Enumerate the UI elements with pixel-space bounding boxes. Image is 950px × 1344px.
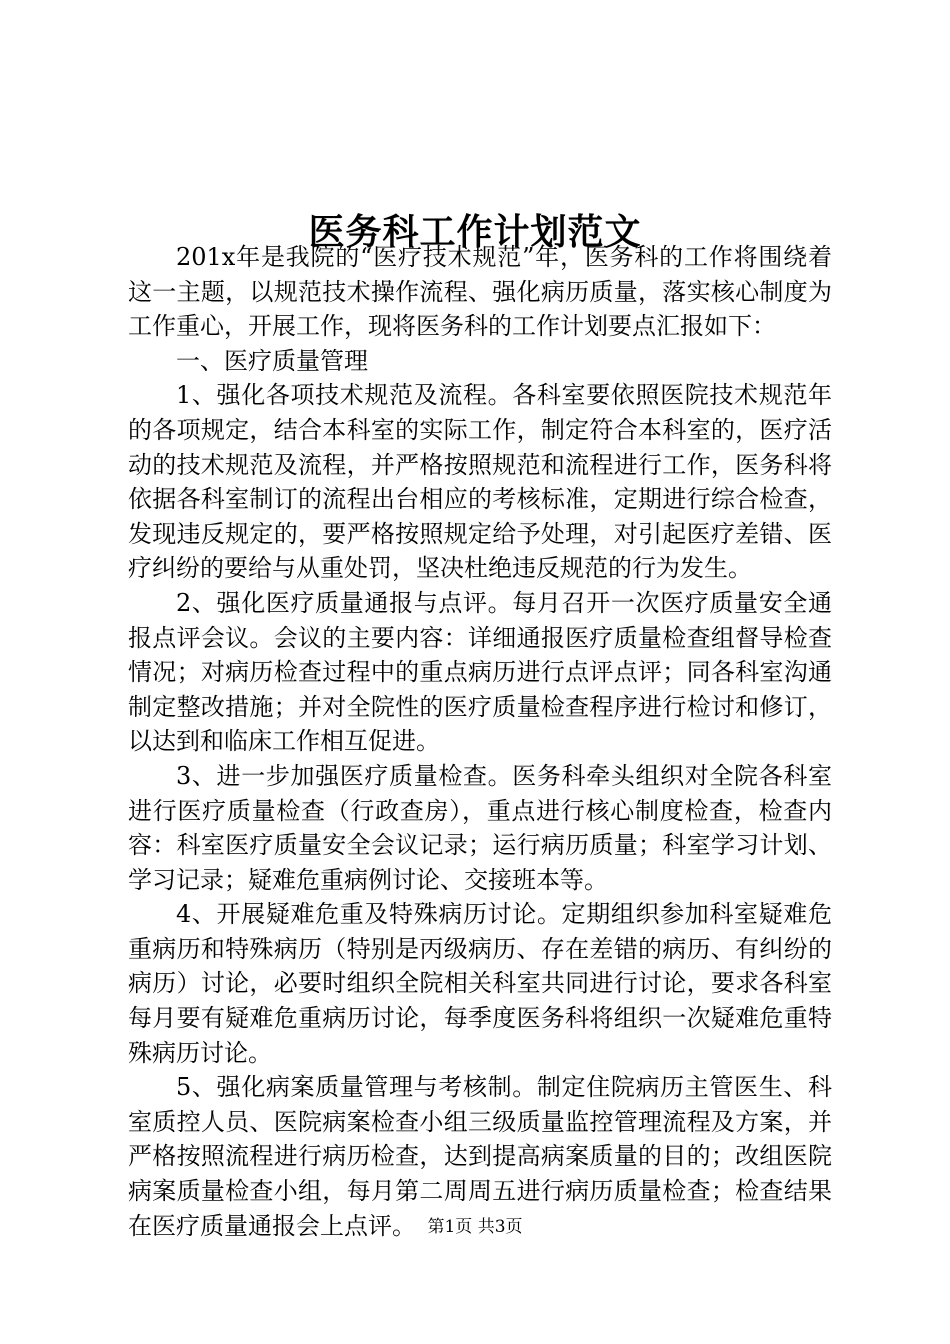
intro-paragraph: 201x年是我院的“医疗技术规范”年，医务科的工作将围绕着这一主题，以规范技术操作流程、强化病历质量，落实核心制度为工作重心，开展工作，现将医务科的工作计划要点汇报如下： [128,243,832,341]
section-heading: 一、医疗质量管理 [176,346,368,375]
item-paragraph-5: 5、强化病案质量管理与考核制。制定住院病历主管医生、科室质控人员、医院病案检查小组三级质量监控管理流程及方案，并严格按照流程进行病历检查，达到提高病案质量的目的；改组医院病案质量检查小组，每月第二周周五进行病历质量检查；检查结果在医疗质量通报会上点评。 [128,1073,832,1240]
document-title: 医务科工作计划范文 [308,211,642,254]
document-body [128,240,832,1243]
item-paragraph-4: 4、开展疑难危重及特殊病历讨论。定期组织参加科室疑难危重病历和特殊病历（特别是丙级病历、存在差错的病历、有纠纷的病历）讨论，必要时组织全院相关科室共同进行讨论，要求各科室每月要有疑难危重病历讨论，每季度医务科将组织一次疑难危重特殊病历讨论。 [128,900,832,1067]
page-number-footer: 第1页 共3页 [427,1217,523,1237]
item-paragraph-1: 1、强化各项技术规范及流程。各科室要依照医院技术规范年的各项规定，结合本科室的实际工作，制定符合本科室的，医疗活动的技术规范及流程，并严格按照规范和流程进行工作，医务科将依据各科室制订的流程出台相应的考核标准，定期进行综合检查，发现违反规定的，要严格按照规定给予处理，对引起医疗差错、医疗纠纷的要给与从重处罚，坚决杜绝违反规范的行为发生。 [128,381,832,583]
item-paragraph-2: 2、强化医疗质量通报与点评。每月召开一次医疗质量安全通报点评会议。会议的主要内容：详细通报医疗质量检查组督导检查情况；对病历检查过程中的重点病历进行点评点评；同各科室沟通制定整改措施；并对全院性的医疗质量检查程序进行检讨和修订，以达到和临床工作相互促进。 [128,588,832,756]
item-paragraph-3: 3、进一步加强医疗质量检查。医务科牵头组织对全院各科室进行医疗质量检查（行政查房），重点进行核心制度检查，检查内容：科室医疗质量安全会议记录；运行病历质量；科室学习计划、学习记录；疑难危重病例讨论、交接班本等。 [128,761,832,894]
